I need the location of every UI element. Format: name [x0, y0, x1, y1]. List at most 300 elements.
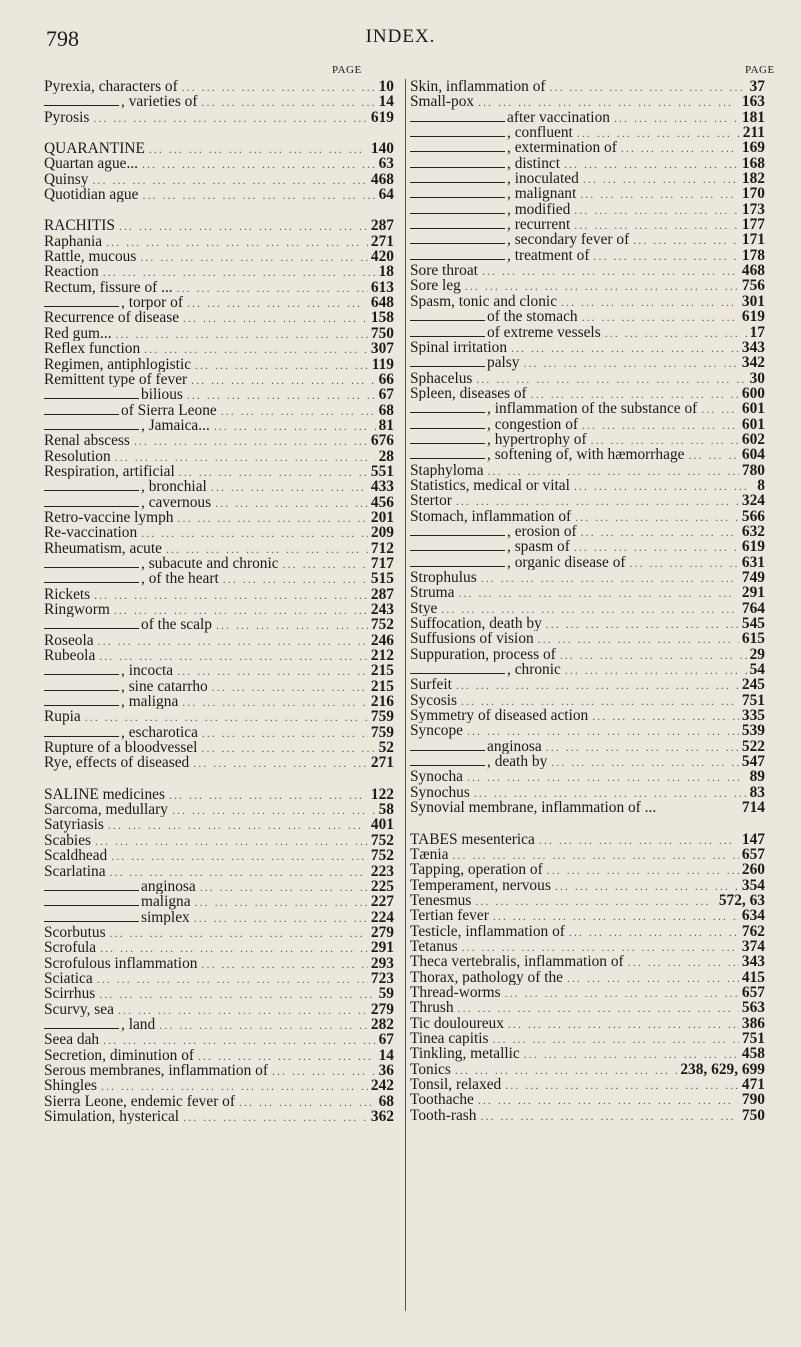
- entry-term: Serous membranes, inflammation of: [44, 1062, 268, 1079]
- entry-page-number: 601: [741, 401, 765, 417]
- dot-leader: [191, 358, 369, 372]
- index-entry: [44, 787, 394, 802]
- index-entry: [44, 802, 394, 817]
- index-entry: [410, 1016, 765, 1031]
- dot-leader: [196, 880, 368, 894]
- dot-leader: [168, 803, 376, 817]
- entry-page-number: 750: [741, 1107, 765, 1124]
- index-entry: [410, 1062, 765, 1077]
- entry-term: simplex: [141, 909, 190, 925]
- dot-leader: [470, 786, 747, 800]
- index-entry: [410, 186, 765, 201]
- entry-term: of Sierra Leone: [121, 402, 217, 418]
- entry-term: Respiration, artificial: [44, 463, 175, 480]
- index-entry: [44, 110, 394, 125]
- dot-leader: [111, 450, 376, 464]
- entry-page-number: 759: [370, 724, 394, 741]
- index-entry: [44, 218, 394, 233]
- dot-leader: [570, 540, 739, 554]
- entry-term: Stye: [410, 600, 438, 617]
- index-entry: [44, 403, 394, 418]
- dot-leader: [138, 188, 375, 202]
- index-entry: [410, 171, 765, 186]
- index-entry: [410, 432, 765, 447]
- dot-leader: [557, 295, 739, 309]
- entry-term: , recurrent: [507, 217, 571, 233]
- entry-page-number: 752: [370, 848, 394, 864]
- entry-page-number: 324: [741, 493, 765, 509]
- index-entry: [44, 418, 394, 433]
- entry-page-number: 68: [378, 402, 394, 418]
- dot-leader: [219, 572, 368, 586]
- index-entry: [410, 647, 765, 662]
- index-entry: [44, 1063, 394, 1078]
- dot-leader: [504, 1017, 739, 1031]
- ditto-rule: [410, 356, 485, 367]
- ditto-rule: [410, 740, 485, 751]
- index-entry: [44, 663, 394, 678]
- entry-term: , death by: [487, 754, 548, 770]
- dot-leader: [183, 296, 368, 310]
- running-head: INDEX.: [365, 26, 436, 47]
- index-entry: [44, 79, 394, 94]
- entry-page-number: 119: [371, 356, 394, 372]
- ditto-rule: [44, 496, 139, 507]
- index-entry: [44, 525, 394, 540]
- entry-term: Tinkling, metallic: [410, 1046, 520, 1062]
- dot-leader: [684, 448, 738, 462]
- dot-leader: [114, 1003, 368, 1017]
- entry-term: , malignant: [507, 186, 577, 202]
- entry-term: Quartan ague...: [44, 156, 139, 172]
- entry-page-number: 301: [741, 293, 765, 310]
- index-entry: [410, 478, 765, 493]
- entry-term: Tapping, operation of: [410, 862, 543, 878]
- index-column-left: [44, 79, 394, 1124]
- dot-leader: [610, 111, 739, 125]
- entry-page-number: 64: [378, 187, 394, 203]
- dot-leader: [136, 250, 368, 264]
- index-entry: [44, 694, 394, 709]
- dot-leader: [155, 1018, 368, 1032]
- dot-leader: [104, 818, 368, 832]
- entry-page-number: 36: [378, 1062, 394, 1079]
- index-entry: [410, 693, 765, 708]
- entry-page-number: 83: [749, 784, 765, 801]
- index-entry: [410, 677, 765, 692]
- index-entry: [44, 602, 394, 617]
- dot-leader: [565, 925, 739, 939]
- entry-term: Rectum, fissure of ...: [44, 279, 173, 296]
- entry-term: Raphania: [44, 233, 103, 250]
- entry-term: , of the heart: [141, 571, 219, 587]
- dot-leader: [165, 788, 368, 802]
- entry-term: Staphyloma: [410, 462, 484, 478]
- entry-page-number: 374: [741, 938, 765, 955]
- entry-term: Seea dah: [44, 1032, 100, 1048]
- entry-term: Tonics: [410, 1061, 451, 1077]
- entry-page-number: 10: [378, 79, 394, 95]
- entry-page-number: 291: [741, 585, 765, 601]
- entry-term: , secondary fever of: [507, 232, 630, 248]
- entry-page-number: 67: [378, 1032, 394, 1048]
- index-entry: [410, 769, 765, 784]
- entry-page-number: 242: [370, 1078, 394, 1094]
- dot-leader: [189, 756, 368, 770]
- entry-page-number: 17: [749, 324, 765, 340]
- index-entry: [44, 1078, 394, 1093]
- dot-leader: [463, 770, 747, 784]
- entry-page-number: 602: [741, 431, 765, 448]
- entry-term: Sycosis: [410, 692, 458, 709]
- ditto-rule: [410, 525, 505, 536]
- entry-page-number: 54: [749, 662, 765, 678]
- ditto-rule: [410, 126, 505, 137]
- entry-page-number: 307: [370, 341, 394, 357]
- ditto-rule: [410, 249, 505, 260]
- dot-leader: [88, 173, 367, 187]
- dot-leader: [578, 418, 739, 432]
- dot-leader: [183, 388, 376, 402]
- entry-term: Sore leg: [410, 278, 461, 294]
- ditto-rule: [410, 755, 485, 766]
- dot-leader: [197, 957, 367, 971]
- index-entry: [44, 172, 394, 187]
- index-entry: [44, 709, 394, 724]
- index-entry: [410, 585, 765, 600]
- index-entry: [44, 848, 394, 863]
- entry-page-number: 764: [741, 600, 765, 617]
- index-entry: [410, 371, 765, 386]
- index-entry: [410, 847, 765, 862]
- index-entry: [44, 280, 394, 295]
- index-entry: [44, 495, 394, 510]
- index-entry: [410, 754, 765, 769]
- entry-page-number: 52: [378, 740, 394, 756]
- entry-term: Sierra Leone, endemic fever of: [44, 1093, 236, 1109]
- entry-page-number: 522: [741, 738, 765, 755]
- entry-term: Skin, inflammation of: [410, 79, 546, 95]
- index-entry: [410, 493, 765, 508]
- entry-page-number: 420: [370, 249, 394, 265]
- index-entry: [410, 570, 765, 585]
- entry-page-number: 122: [370, 786, 394, 803]
- index-entry: [410, 924, 765, 939]
- dot-leader: [579, 172, 739, 186]
- dot-leader: [624, 955, 739, 969]
- entry-term: , Jamaica...: [141, 417, 210, 434]
- entry-term: , torpor of: [121, 295, 183, 311]
- entry-page-number: 287: [370, 586, 394, 602]
- dot-leader: [542, 740, 739, 754]
- entry-page-number: 751: [741, 1030, 765, 1047]
- entry-page-number: 30: [749, 370, 765, 386]
- entry-term: Surfeit: [410, 677, 452, 693]
- index-entry: [44, 234, 394, 249]
- index-entry: [44, 510, 394, 525]
- entry-term: , congestion of: [487, 416, 579, 432]
- dot-leader: [484, 464, 739, 478]
- index-entry: [44, 1002, 394, 1017]
- entry-term: Spleen, diseases of: [410, 385, 527, 402]
- entry-page-number: 613: [370, 279, 394, 296]
- entry-page-number: 471: [741, 1077, 765, 1093]
- dot-leader: [451, 1063, 678, 1077]
- entry-term: Suffusions of vision: [410, 631, 534, 647]
- entry-term: Ringworm: [44, 602, 110, 618]
- index-entry: [44, 956, 394, 971]
- entry-term: , organic disease of: [507, 554, 626, 570]
- entry-term: Spinal irritation: [410, 339, 508, 356]
- entry-term: Struma: [410, 585, 455, 601]
- entry-term: Small-pox: [410, 94, 475, 110]
- entry-page-number: 354: [741, 877, 765, 893]
- entry-page-number: 287: [370, 218, 394, 234]
- entry-page-number: 676: [370, 433, 394, 449]
- dot-leader: [463, 724, 739, 738]
- entry-term: Temperament, nervous: [410, 877, 551, 893]
- index-entry: [410, 263, 765, 278]
- entry-term: , maligna: [121, 694, 179, 710]
- entry-page-number: 632: [741, 523, 765, 540]
- dot-leader: [454, 586, 738, 600]
- index-entry: [410, 1031, 765, 1046]
- index-entry: [44, 971, 394, 986]
- dot-leader: [501, 986, 739, 1000]
- entry-page-number: 168: [741, 155, 765, 172]
- index-entry: [410, 278, 765, 293]
- entry-term: Scaldhead: [44, 848, 108, 864]
- ditto-rule: [410, 141, 505, 152]
- entry-term: , bronchial: [141, 479, 207, 495]
- entry-page-number: 619: [370, 109, 394, 126]
- ditto-rule: [410, 172, 505, 183]
- index-entry: [410, 94, 765, 109]
- entry-page-number: 468: [741, 263, 765, 279]
- entry-page-number: 158: [370, 310, 394, 326]
- index-entry: [44, 141, 394, 156]
- entry-page-number: 790: [741, 1092, 765, 1108]
- dot-leader: [452, 494, 739, 508]
- entry-term: Tinea capitis: [410, 1030, 489, 1047]
- entry-page-number: 619: [741, 539, 765, 555]
- dot-leader: [178, 80, 376, 94]
- index-entry: [410, 662, 765, 677]
- dot-leader: [93, 972, 368, 986]
- dot-leader: [588, 709, 739, 723]
- dot-leader: [179, 311, 368, 325]
- entry-page-number: 89: [749, 769, 765, 785]
- entry-term: anginosa: [141, 878, 196, 895]
- entry-page-number: 547: [741, 754, 765, 770]
- index-entry: [410, 908, 765, 923]
- ditto-rule: [44, 296, 119, 307]
- ditto-rule: [410, 157, 505, 168]
- entry-term: TABES mesenterica: [410, 831, 535, 847]
- entry-term: Sore throat: [410, 263, 478, 279]
- index-entry: [410, 862, 765, 877]
- ditto-rule: [44, 388, 139, 399]
- entry-term: , incocta: [121, 663, 174, 679]
- dot-leader: [551, 879, 739, 893]
- ditto-rule: [44, 404, 119, 415]
- entry-page-number: 216: [370, 694, 394, 710]
- index-entry: [410, 248, 765, 263]
- entry-term: Regimen, antiphlogistic: [44, 356, 192, 372]
- dot-leader: [217, 404, 376, 418]
- index-entry: [410, 708, 765, 723]
- index-entry: [410, 601, 765, 616]
- index-entry: [410, 616, 765, 631]
- entry-page-number: 67: [378, 387, 394, 403]
- entry-page-number: 780: [741, 462, 765, 478]
- dot-leader: [235, 1095, 376, 1109]
- dot-leader: [140, 342, 368, 356]
- entry-page-number: 401: [370, 817, 394, 833]
- entry-page-number: 238, 629, 699: [680, 1061, 765, 1077]
- dot-leader: [546, 80, 747, 94]
- entry-term: Roseola: [44, 632, 94, 649]
- dot-leader: [478, 264, 739, 278]
- entry-page-number: 29: [749, 646, 765, 663]
- entry-term: QUARANTINE: [44, 141, 145, 157]
- entry-term: Rubeola: [44, 648, 96, 664]
- entry-page-number: 615: [741, 631, 765, 647]
- index-entry: [44, 464, 394, 479]
- index-entry: [410, 417, 765, 432]
- entry-term: Tooth-rash: [410, 1107, 477, 1124]
- entry-term: Rickets: [44, 586, 91, 602]
- index-entry: [44, 755, 394, 770]
- index-column-right: [405, 79, 765, 1311]
- dot-leader: [471, 894, 715, 908]
- dot-leader: [97, 1079, 368, 1093]
- index-entry: [44, 833, 394, 848]
- entry-term: maligna: [141, 894, 191, 910]
- entry-term: Spasm, tonic and clonic: [410, 293, 558, 310]
- dot-leader: [90, 588, 368, 602]
- index-entry: [44, 725, 394, 740]
- ditto-rule: [410, 540, 505, 551]
- index-entry: [410, 79, 765, 94]
- dot-leader: [457, 694, 739, 708]
- entry-page-number: 225: [370, 878, 394, 895]
- dot-leader: [461, 279, 739, 293]
- dot-leader: [454, 1001, 739, 1015]
- entry-page-number: 752: [370, 832, 394, 849]
- entry-term: Statistics, medical or vital: [410, 477, 570, 494]
- index-entry: [44, 617, 394, 632]
- index-entry: [44, 879, 394, 894]
- index-entry: [410, 325, 765, 340]
- entry-page-number: 178: [741, 247, 765, 264]
- entry-term: of the scalp: [141, 617, 212, 633]
- entry-term: , extermination of: [507, 140, 617, 156]
- entry-page-number: 515: [370, 571, 394, 587]
- entry-page-number: 723: [370, 970, 394, 987]
- index-entry: [410, 140, 765, 155]
- index-entry: [410, 1000, 765, 1015]
- dot-leader: [626, 556, 739, 570]
- dot-leader: [489, 1032, 739, 1046]
- entry-page-number: 386: [741, 1015, 765, 1031]
- entry-term: anginosa: [487, 738, 542, 755]
- entry-term: RACHITIS: [44, 218, 115, 234]
- entry-page-number: 631: [741, 554, 765, 570]
- entry-page-number: 279: [370, 1001, 394, 1017]
- entry-term: Tenesmus: [410, 892, 472, 909]
- index-entry: [44, 910, 394, 925]
- entry-page-number: 751: [741, 692, 765, 709]
- entry-page-number: 714: [741, 800, 765, 816]
- index-entry: [44, 679, 394, 694]
- entry-term: , confluent: [507, 125, 573, 141]
- entry-page-number: 468: [370, 171, 394, 188]
- dot-leader: [110, 603, 368, 617]
- entry-page-number: 566: [741, 508, 765, 524]
- entry-page-number: 246: [370, 632, 394, 649]
- dot-leader: [547, 755, 739, 769]
- dot-leader: [107, 849, 368, 863]
- index-entry: [44, 326, 394, 341]
- index-entry: [410, 631, 765, 646]
- ditto-rule: [410, 187, 505, 198]
- entry-term: Rye, effects of diseased: [44, 755, 190, 771]
- entry-page-number: 260: [741, 862, 765, 878]
- index-entry: [44, 310, 394, 325]
- entry-page-number: 223: [370, 863, 394, 879]
- dot-leader: [212, 618, 368, 632]
- entry-term: Scrofula: [44, 940, 97, 956]
- ditto-rule: [410, 402, 485, 413]
- index-entry: [44, 864, 394, 879]
- ditto-rule: [410, 233, 505, 244]
- dot-leader: [561, 663, 747, 677]
- index-entry: [44, 894, 394, 909]
- dot-leader: [527, 387, 739, 401]
- dot-leader: [560, 157, 739, 171]
- index-entry: [410, 524, 765, 539]
- dot-leader: [190, 911, 368, 925]
- index-entry: [44, 295, 394, 310]
- index-entry: [44, 187, 394, 202]
- dot-leader: [174, 511, 368, 525]
- dot-leader: [570, 479, 754, 493]
- index-entry: [44, 571, 394, 586]
- entry-page-number: 181: [741, 109, 765, 126]
- entry-page-number: 756: [741, 278, 765, 294]
- entry-term: Scarlatina: [44, 863, 106, 879]
- entry-page-number: 177: [741, 217, 765, 233]
- entry-page-number: 140: [370, 141, 394, 157]
- dot-leader: [452, 678, 739, 692]
- entry-page-number: 293: [370, 955, 394, 971]
- entry-page-number: 545: [741, 616, 765, 632]
- index-entry: [410, 1108, 765, 1123]
- entry-term: Suppuration, process of: [410, 646, 556, 663]
- entry-page-number: 342: [741, 355, 765, 371]
- dot-leader: [197, 741, 375, 755]
- entry-term: Tonsil, relaxed: [410, 1077, 502, 1093]
- ditto-rule: [44, 557, 139, 568]
- dot-leader: [162, 542, 368, 556]
- entry-term: Syncope: [410, 723, 464, 739]
- entry-term: Rattle, mucous: [44, 249, 137, 265]
- dot-leader: [207, 480, 368, 494]
- entry-page-number: 66: [378, 371, 394, 388]
- entry-term: of the stomach: [487, 309, 578, 325]
- dot-leader: [535, 833, 739, 847]
